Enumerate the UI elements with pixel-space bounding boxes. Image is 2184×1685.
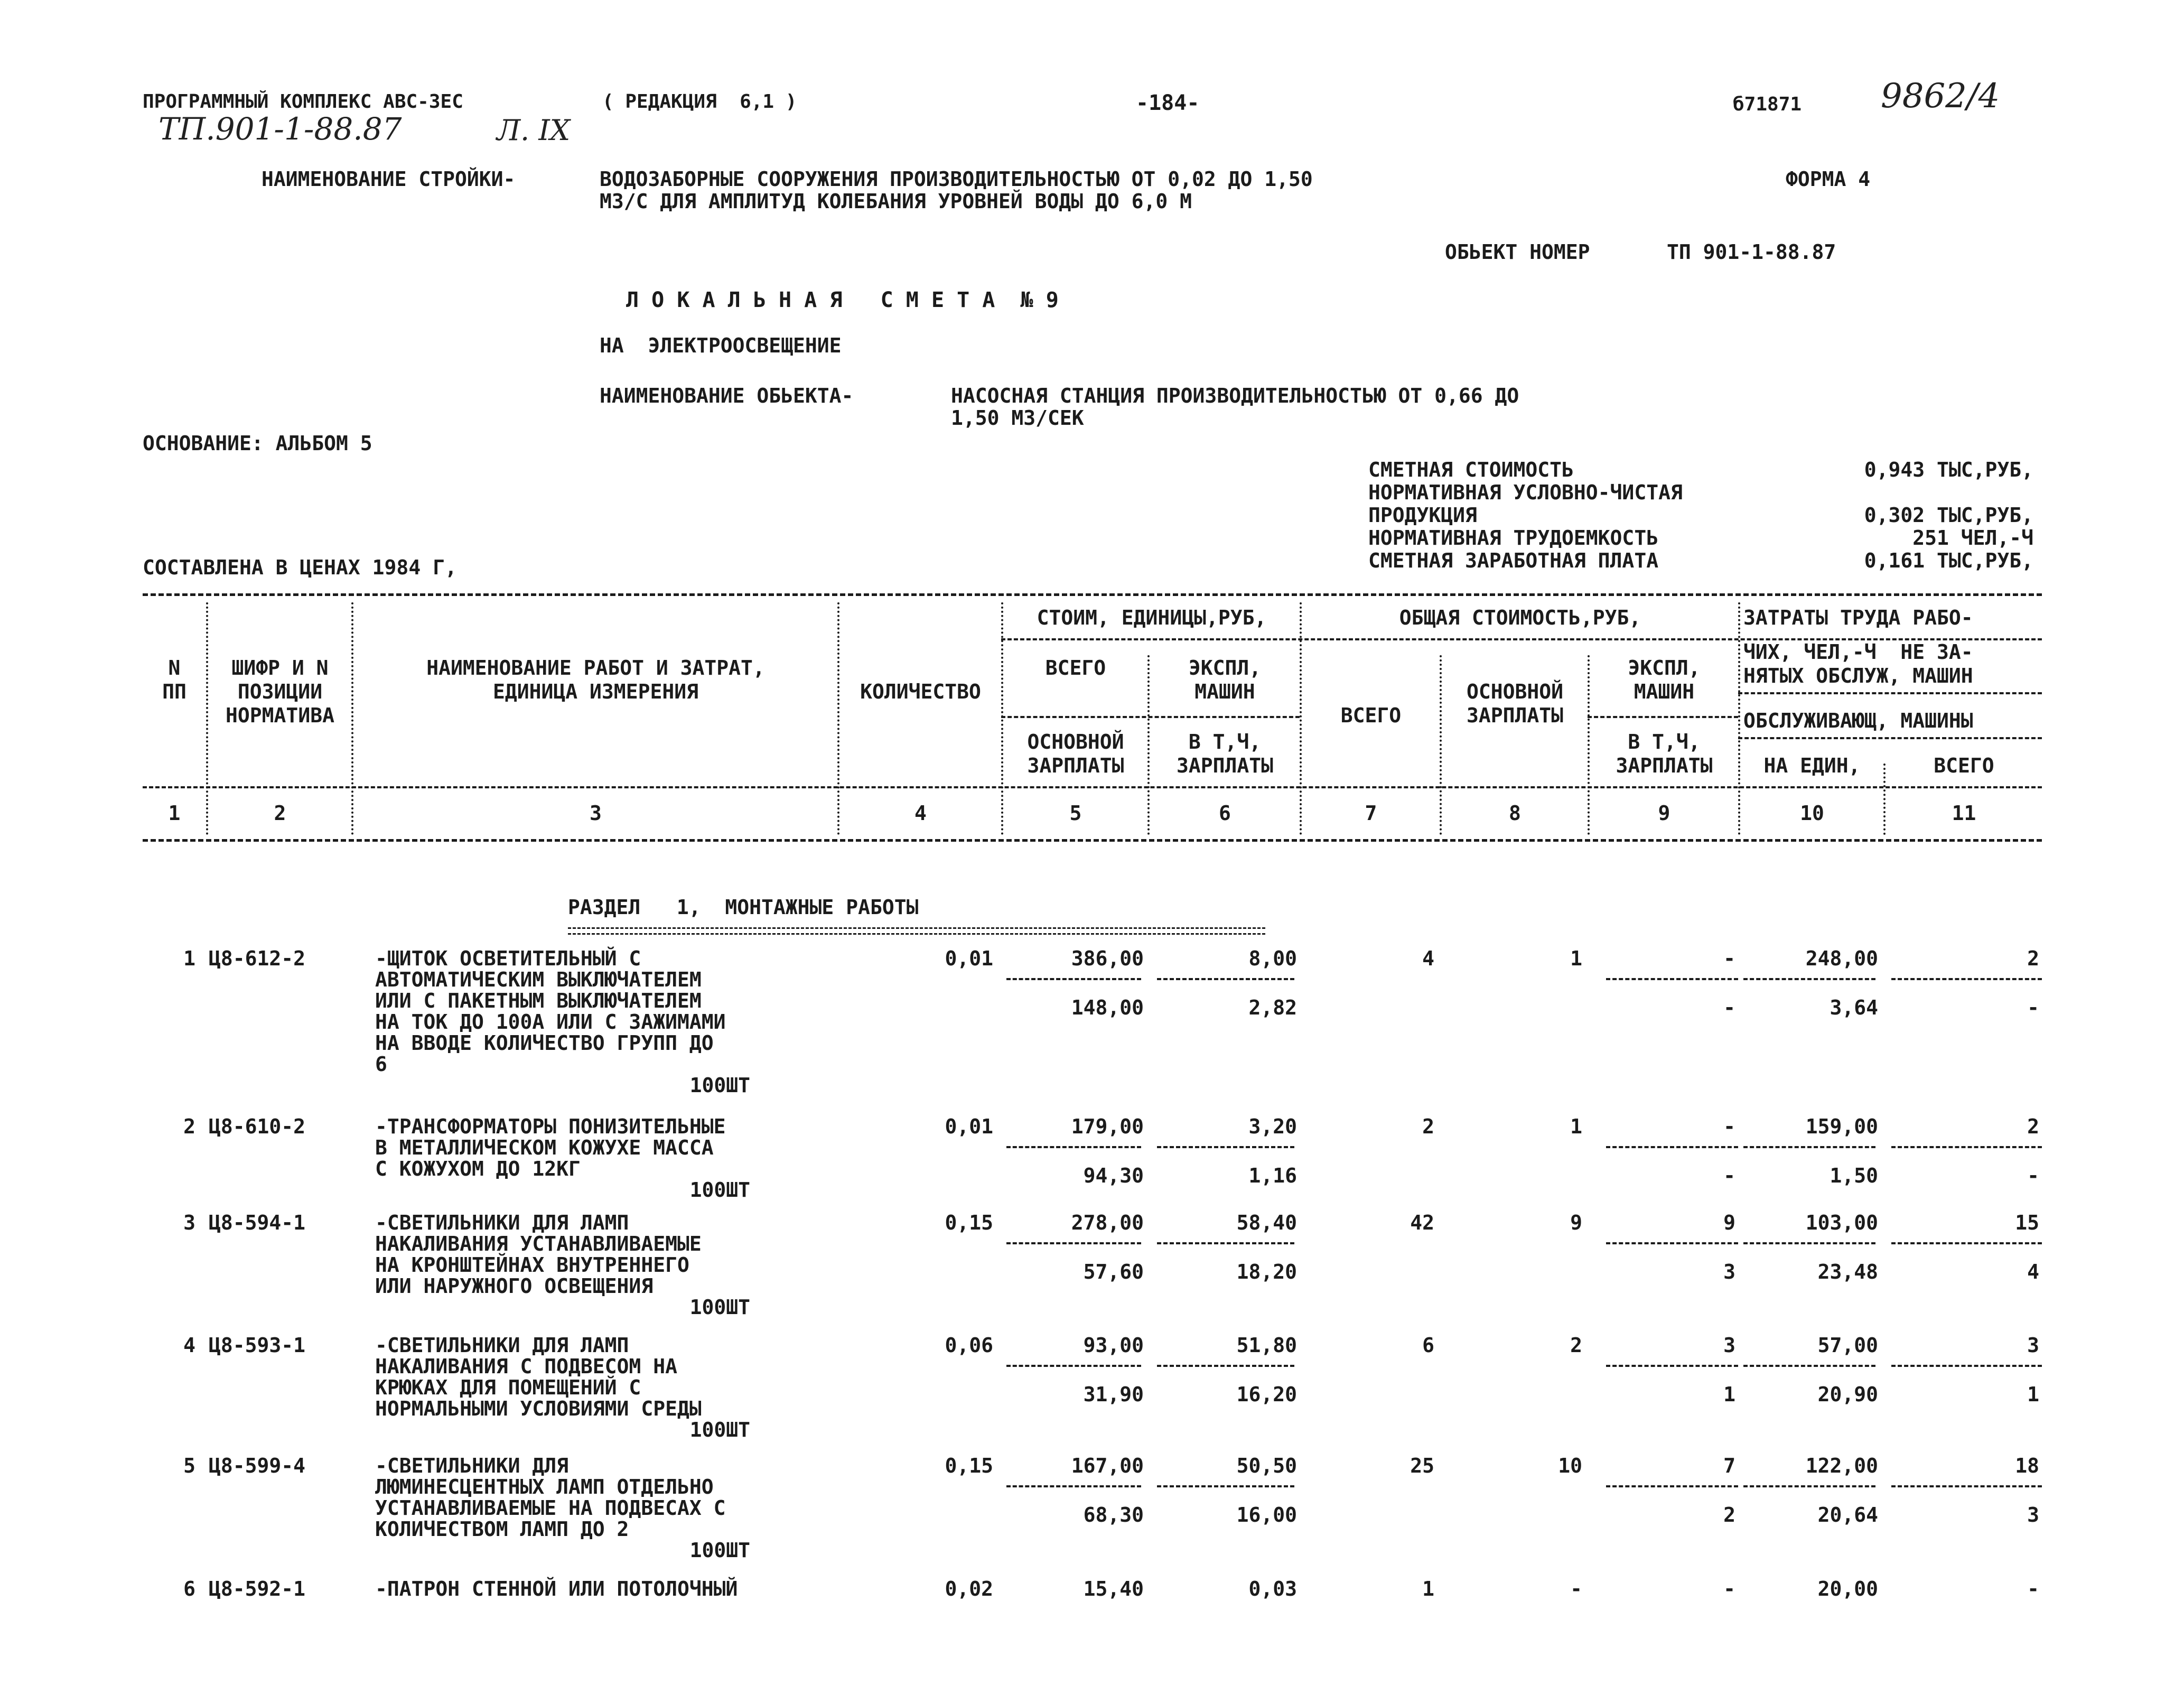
row-labor-unit: 103,00: [1805, 1211, 1878, 1234]
cell-divider: [1743, 1146, 1875, 1148]
col-number: 1: [168, 802, 181, 825]
row-description: ИЛИ НАРУЖНОГО ОСВЕЩЕНИЯ: [375, 1274, 654, 1298]
row-description: С КОЖУХОМ ДО 12КГ: [375, 1157, 581, 1180]
row-description: В МЕТАЛЛИЧЕСКОМ КОЖУХЕ МАССА: [375, 1136, 714, 1159]
row-number: 6: [183, 1577, 195, 1600]
row-total-wages: 2: [1570, 1334, 1582, 1357]
row-description: ИЛИ С ПАКЕТНЫМ ВЫКЛЮЧАТЕЛЕМ: [375, 989, 702, 1012]
row-labor-machine-unit: 1,50: [1830, 1164, 1878, 1187]
row-labor-machine-total: 4: [2027, 1260, 2039, 1283]
handwritten-project: ТП.901-1-88.87: [158, 111, 402, 147]
row-description: -ТРАНСФОРМАТОРЫ ПОНИЗИТЕЛЬНЫЕ: [375, 1115, 726, 1138]
row-quantity: 0,15: [945, 1211, 993, 1234]
row-unit-cost: 179,00: [1071, 1115, 1144, 1138]
col-number: 6: [1219, 802, 1231, 825]
row-unit-machine: 51,80: [1236, 1334, 1297, 1357]
row-unit-machine: 8,00: [1248, 947, 1297, 970]
row-total: 2: [1422, 1115, 1434, 1138]
row-unit: 100ШТ: [689, 1074, 750, 1097]
row-labor-total: 2: [2027, 947, 2039, 970]
row-labor-machine-unit: 3,64: [1830, 996, 1878, 1019]
cell-divider: [1606, 1365, 1738, 1367]
col1-head: ПП: [162, 680, 186, 703]
summary-value: 251 ЧЕЛ,-Ч: [1912, 526, 2033, 550]
row-labor-unit: 20,00: [1817, 1577, 1878, 1600]
row-labor-total: 2: [2027, 1115, 2039, 1138]
row-total-wages: 1: [1570, 947, 1582, 970]
row-description: НА КРОНШТЕЙНАХ ВНУТРЕННЕГО: [375, 1253, 689, 1277]
row-total: 42: [1410, 1211, 1434, 1234]
row-total: 6: [1422, 1334, 1434, 1357]
header-subrule: [1738, 737, 2042, 739]
row-quantity: 0,01: [945, 947, 993, 970]
summary-label: СМЕТНАЯ ЗАРАБОТНАЯ ПЛАТА: [1368, 549, 1659, 572]
col6-head: ЗАРПЛАТЫ: [1176, 754, 1274, 777]
row-unit: 100ШТ: [689, 1539, 750, 1562]
cell-divider: [1606, 1242, 1738, 1244]
col5-head: ВСЕГО: [1045, 656, 1106, 679]
col-number: 11: [1952, 802, 1976, 825]
col-number: 8: [1509, 802, 1521, 825]
col3-head: НАИМЕНОВАНИЕ РАБОТ И ЗАТРАТ,: [426, 656, 765, 679]
handwritten-number: 9862/4: [1881, 77, 2000, 116]
row-unit-machine: 50,50: [1236, 1454, 1297, 1477]
labor-head: ОБСЛУЖИВАЮЩ, МАШИНЫ: [1743, 709, 1973, 732]
col-sep: [837, 602, 839, 835]
row-machine-wages: -: [1723, 996, 1735, 1019]
row-unit-wages: 148,00: [1071, 996, 1144, 1019]
row-unit: 100ШТ: [689, 1418, 750, 1441]
section-title: РАЗДЕЛ 1, МОНТАЖНЫЕ РАБОТЫ: [568, 896, 919, 919]
row-description: НАКАЛИВАНИЯ С ПОДВЕСОМ НА: [375, 1355, 677, 1378]
col2-head: ПОЗИЦИИ: [237, 680, 323, 703]
col-sep: [1440, 655, 1442, 835]
cell-divider: [1157, 978, 1294, 980]
summary-value: 0,302 ТЫС,РУБ,: [1864, 504, 2033, 527]
row-code: Ц8-593-1: [209, 1334, 306, 1357]
row-unit-cost: 167,00: [1071, 1454, 1144, 1477]
row-description: КРЮКАХ ДЛЯ ПОМЕЩЕНИЙ С: [375, 1376, 641, 1399]
page-title: Л О К А Л Ь Н А Я С М Е Т А № 9: [626, 288, 1059, 312]
object-number-label: ОБЬЕКТ НОМЕР: [1445, 240, 1590, 264]
col-number: 7: [1365, 802, 1377, 825]
row-machine-wages: 3: [1723, 1260, 1735, 1283]
cell-divider: [1006, 978, 1141, 980]
table-top-rule: [143, 593, 2042, 596]
row-total-machine: 7: [1723, 1454, 1735, 1477]
col8-head: ЗАРПЛАТЫ: [1466, 704, 1564, 727]
row-unit-machine-wages: 1,16: [1248, 1164, 1297, 1187]
col-sep: [1883, 764, 1886, 835]
labor-unit-head: НА ЕДИН,: [1763, 754, 1861, 777]
row-labor-machine-unit: 23,48: [1817, 1260, 1878, 1283]
col-number: 5: [1069, 802, 1082, 825]
row-quantity: 0,01: [945, 1115, 993, 1138]
row-number: 4: [183, 1334, 195, 1357]
cell-divider: [1891, 1485, 2042, 1487]
row-labor-machine-unit: 20,90: [1817, 1383, 1878, 1406]
header-subrule: [1001, 716, 1300, 718]
col5-head: ЗАРПЛАТЫ: [1027, 754, 1124, 777]
row-number: 5: [183, 1454, 195, 1477]
col-number: 4: [914, 802, 927, 825]
summary-label: НОРМАТИВНАЯ УСЛОВНО-ЧИСТАЯ: [1368, 481, 1683, 504]
row-total-wages: 1: [1570, 1115, 1582, 1138]
col6-head: ЭКСПЛ,: [1188, 656, 1262, 679]
col9-head: МАШИН: [1634, 680, 1695, 703]
object-name-line1: НАСОСНАЯ СТАНЦИЯ ПРОИЗВОДИТЕЛЬНОСТЬЮ ОТ 0,66 ДО: [951, 384, 1519, 407]
row-unit-machine-wages: 2,82: [1248, 996, 1297, 1019]
summary-label: ПРОДУКЦИЯ: [1368, 504, 1477, 527]
row-labor-total: 18: [2015, 1454, 2039, 1477]
row-unit: 100ШТ: [689, 1178, 750, 1202]
program-name: ПРОГРАММНЫЙ КОМПЛЕКС АВС-ЗЕС: [143, 91, 463, 113]
cell-divider: [1006, 1485, 1141, 1487]
col-sep: [1588, 655, 1590, 835]
col-sep: [206, 602, 208, 835]
cell-divider: [1006, 1146, 1141, 1148]
col-sep: [1738, 602, 1740, 835]
object-name-line2: 1,50 М3/СЕК: [951, 406, 1084, 430]
header-bottom-rule: [143, 786, 2042, 788]
row-description: -СВЕТИЛЬНИКИ ДЛЯ ЛАМП: [375, 1334, 629, 1357]
row-unit-wages: 31,90: [1083, 1383, 1144, 1406]
col1-head: N: [168, 656, 181, 679]
col9-head: ЭКСПЛ,: [1628, 656, 1701, 679]
col-number: 10: [1800, 802, 1824, 825]
row-unit-cost: 386,00: [1071, 947, 1144, 970]
row-quantity: 0,15: [945, 1454, 993, 1477]
basis: ОСНОВАНИЕ: АЛЬБОМ 5: [143, 432, 372, 455]
row-unit-machine: 58,40: [1236, 1211, 1297, 1234]
row-description: НА ВВОДЕ КОЛИЧЕСТВО ГРУПП ДО: [375, 1031, 714, 1055]
row-labor-machine-unit: 20,64: [1817, 1503, 1878, 1526]
row-labor-unit: 159,00: [1805, 1115, 1878, 1138]
row-unit-wages: 68,30: [1083, 1503, 1144, 1526]
unit-cost-head: СТОИМ, ЕДИНИЦЫ,РУБ,: [1037, 606, 1267, 629]
form-label: ФОРМА 4: [1786, 167, 1871, 191]
row-unit-cost: 278,00: [1071, 1211, 1144, 1234]
col-sep: [351, 602, 353, 835]
row-labor-machine-total: -: [2027, 996, 2039, 1019]
row-code: Ц8-592-1: [209, 1577, 306, 1600]
col6-head: В Т,Ч,: [1188, 730, 1262, 753]
row-total: 4: [1422, 947, 1434, 970]
total-cost-head: ОБЩАЯ СТОИМОСТЬ,РУБ,: [1399, 606, 1641, 629]
row-labor-total: 15: [2015, 1211, 2039, 1234]
row-unit-machine: 0,03: [1248, 1577, 1297, 1600]
row-code: Ц8-610-2: [209, 1115, 306, 1138]
row-total-machine: -: [1723, 947, 1735, 970]
col-sep: [1147, 655, 1150, 835]
col9-head: ЗАРПЛАТЫ: [1616, 754, 1713, 777]
row-description: -СВЕТИЛЬНИКИ ДЛЯ ЛАМП: [375, 1211, 629, 1234]
row-description: -СВЕТИЛЬНИКИ ДЛЯ: [375, 1454, 569, 1477]
row-total: 1: [1422, 1577, 1434, 1600]
cell-divider: [1891, 1242, 2042, 1244]
cell-divider: [1743, 1242, 1875, 1244]
row-description: НОРМАЛЬНЫМИ УСЛОВИЯМИ СРЕДЫ: [375, 1397, 702, 1420]
row-description: 6: [375, 1053, 387, 1076]
cell-divider: [1606, 1146, 1738, 1148]
col8-head: ОСНОВНОЙ: [1466, 680, 1564, 703]
header-subrule: [1588, 716, 1738, 718]
edition: ( РЕДАКЦИЯ 6,1 ): [602, 91, 797, 113]
price-level: СОСТАВЛЕНА В ЦЕНАХ 1984 Г,: [143, 556, 457, 579]
row-labor-machine-total: 1: [2027, 1383, 2039, 1406]
col9-head: В Т,Ч,: [1628, 730, 1701, 753]
page-subtitle: НА ЭЛЕКТРООСВЕЩЕНИЕ: [600, 334, 842, 357]
cell-divider: [1157, 1146, 1294, 1148]
row-description: АВТОМАТИЧЕСКИМ ВЫКЛЮЧАТЕЛЕМ: [375, 968, 702, 991]
document-code: б71871: [1733, 94, 1802, 115]
object-number: ТП 901-1-88.87: [1667, 240, 1836, 264]
row-description: УСТАНАВЛИВАЕМЫЕ НА ПОДВЕСАХ С: [375, 1496, 726, 1520]
row-code: Ц8-594-1: [209, 1211, 306, 1234]
row-total-machine: 9: [1723, 1211, 1735, 1234]
col4-head: КОЛИЧЕСТВО: [860, 680, 981, 703]
row-total-wages: -: [1570, 1577, 1582, 1600]
row-total-machine: -: [1723, 1115, 1735, 1138]
row-machine-wages: -: [1723, 1164, 1735, 1187]
row-description: -ЩИТОК ОСВЕТИТЕЛЬНЫЙ С: [375, 947, 641, 970]
col7-head: ВСЕГО: [1340, 704, 1402, 727]
cell-divider: [1743, 978, 1875, 980]
object-name-label: НАИМЕНОВАНИЕ ОБЬЕКТА-: [600, 384, 854, 407]
row-description: ЛЮМИНЕСЦЕНТНЫХ ЛАМП ОТДЕЛЬНО: [375, 1475, 714, 1498]
row-labor-unit: 122,00: [1805, 1454, 1878, 1477]
row-description: КОЛИЧЕСТВОМ ЛАМП ДО 2: [375, 1518, 629, 1541]
col2-head: ШИФР И N: [231, 656, 329, 679]
cell-divider: [1157, 1485, 1294, 1487]
row-unit-machine-wages: 16,20: [1236, 1383, 1297, 1406]
page-number: -184-: [1136, 91, 1200, 115]
row-code: Ц8-599-4: [209, 1454, 306, 1477]
row-number: 2: [183, 1115, 195, 1138]
col-number: 9: [1658, 802, 1670, 825]
row-total-wages: 9: [1570, 1211, 1582, 1234]
col5-head: ОСНОВНОЙ: [1027, 730, 1124, 753]
row-unit-machine-wages: 18,20: [1236, 1260, 1297, 1283]
row-unit-machine: 3,20: [1248, 1115, 1297, 1138]
row-total-machine: -: [1723, 1577, 1735, 1600]
col6-head: МАШИН: [1194, 680, 1255, 703]
labor-head: НЯТЫХ ОБСЛУЖ, МАШИН: [1743, 664, 1973, 687]
col2-head: НОРМАТИВА: [226, 704, 334, 727]
row-number: 3: [183, 1211, 195, 1234]
cell-divider: [1891, 978, 2042, 980]
row-code: Ц8-612-2: [209, 947, 306, 970]
construction-line1: ВОДОЗАБОРНЫЕ СООРУЖЕНИЯ ПРОИЗВОДИТЕЛЬНОСТЬЮ ОТ 0,02 ДО 1,50: [600, 167, 1313, 191]
col-sep: [1001, 602, 1003, 835]
row-unit-wages: 57,60: [1083, 1260, 1144, 1283]
summary-label: СМЕТНАЯ СТОИМОСТЬ: [1368, 458, 1574, 481]
row-quantity: 0,06: [945, 1334, 993, 1357]
construction-line2: М3/С ДЛЯ АМПЛИТУД КОЛЕБАНИЯ УРОВНЕЙ ВОДЫ ДО 6,0 М: [600, 190, 1192, 213]
row-machine-wages: 2: [1723, 1503, 1735, 1526]
cell-divider: [1743, 1365, 1875, 1367]
labor-head: ЗАТРАТЫ ТРУДА РАБО-: [1743, 606, 1973, 629]
cell-divider: [1006, 1365, 1141, 1367]
row-total-wages: 10: [1558, 1454, 1582, 1477]
row-unit-wages: 94,30: [1083, 1164, 1144, 1187]
cell-divider: [1157, 1242, 1294, 1244]
cell-divider: [1606, 978, 1738, 980]
header-subrule: [1738, 692, 2042, 694]
cell-divider: [1157, 1365, 1294, 1367]
row-unit-machine-wages: 16,00: [1236, 1503, 1297, 1526]
construction-label: НАИМЕНОВАНИЕ СТРОЙКИ-: [262, 167, 516, 191]
labor-head: ЧИХ, ЧЕЛ,-Ч НЕ ЗА-: [1743, 640, 1973, 664]
cell-divider: [1891, 1365, 2042, 1367]
cell-divider: [1006, 1242, 1141, 1244]
row-unit-cost: 93,00: [1083, 1334, 1144, 1357]
col3-head: ЕДИНИЦА ИЗМЕРЕНИЯ: [493, 680, 698, 703]
summary-value: 0,161 ТЫС,РУБ,: [1864, 549, 2033, 572]
row-description: НАКАЛИВАНИЯ УСТАНАВЛИВАЕМЫЕ: [375, 1232, 702, 1255]
row-labor-unit: 57,00: [1817, 1334, 1878, 1357]
row-machine-wages: 1: [1723, 1383, 1735, 1406]
row-total-machine: 3: [1723, 1334, 1735, 1357]
col-number: 2: [274, 802, 286, 825]
summary-label: НОРМАТИВНАЯ ТРУДОЕМКОСТЬ: [1368, 526, 1659, 550]
row-quantity: 0,02: [945, 1577, 993, 1600]
summary-value: 0,943 ТЫС,РУБ,: [1864, 458, 2033, 481]
row-labor-machine-total: -: [2027, 1164, 2039, 1187]
cell-divider: [1743, 1485, 1875, 1487]
labor-total-head: ВСЕГО: [1934, 754, 1994, 777]
col-number: 3: [590, 802, 602, 825]
row-total: 25: [1410, 1454, 1434, 1477]
row-unit-cost: 15,40: [1083, 1577, 1144, 1600]
row-labor-total: 3: [2027, 1334, 2039, 1357]
cell-divider: [1891, 1146, 2042, 1148]
row-description: -ПАТРОН СТЕННОЙ ИЛИ ПОТОЛОЧНЫЙ: [375, 1577, 738, 1600]
row-number: 1: [183, 947, 195, 970]
row-labor-unit: 248,00: [1805, 947, 1878, 970]
cell-divider: [1606, 1485, 1738, 1487]
section-underline: [568, 927, 1265, 935]
col-sep: [1300, 602, 1302, 835]
row-unit: 100ШТ: [689, 1296, 750, 1319]
row-labor-total: -: [2027, 1577, 2039, 1600]
numbers-bottom-rule: [143, 839, 2042, 842]
row-description: НА ТОК ДО 100А ИЛИ С ЗАЖИМАМИ: [375, 1010, 726, 1034]
handwritten-album: Л. IX: [497, 114, 571, 147]
row-labor-machine-total: 3: [2027, 1503, 2039, 1526]
